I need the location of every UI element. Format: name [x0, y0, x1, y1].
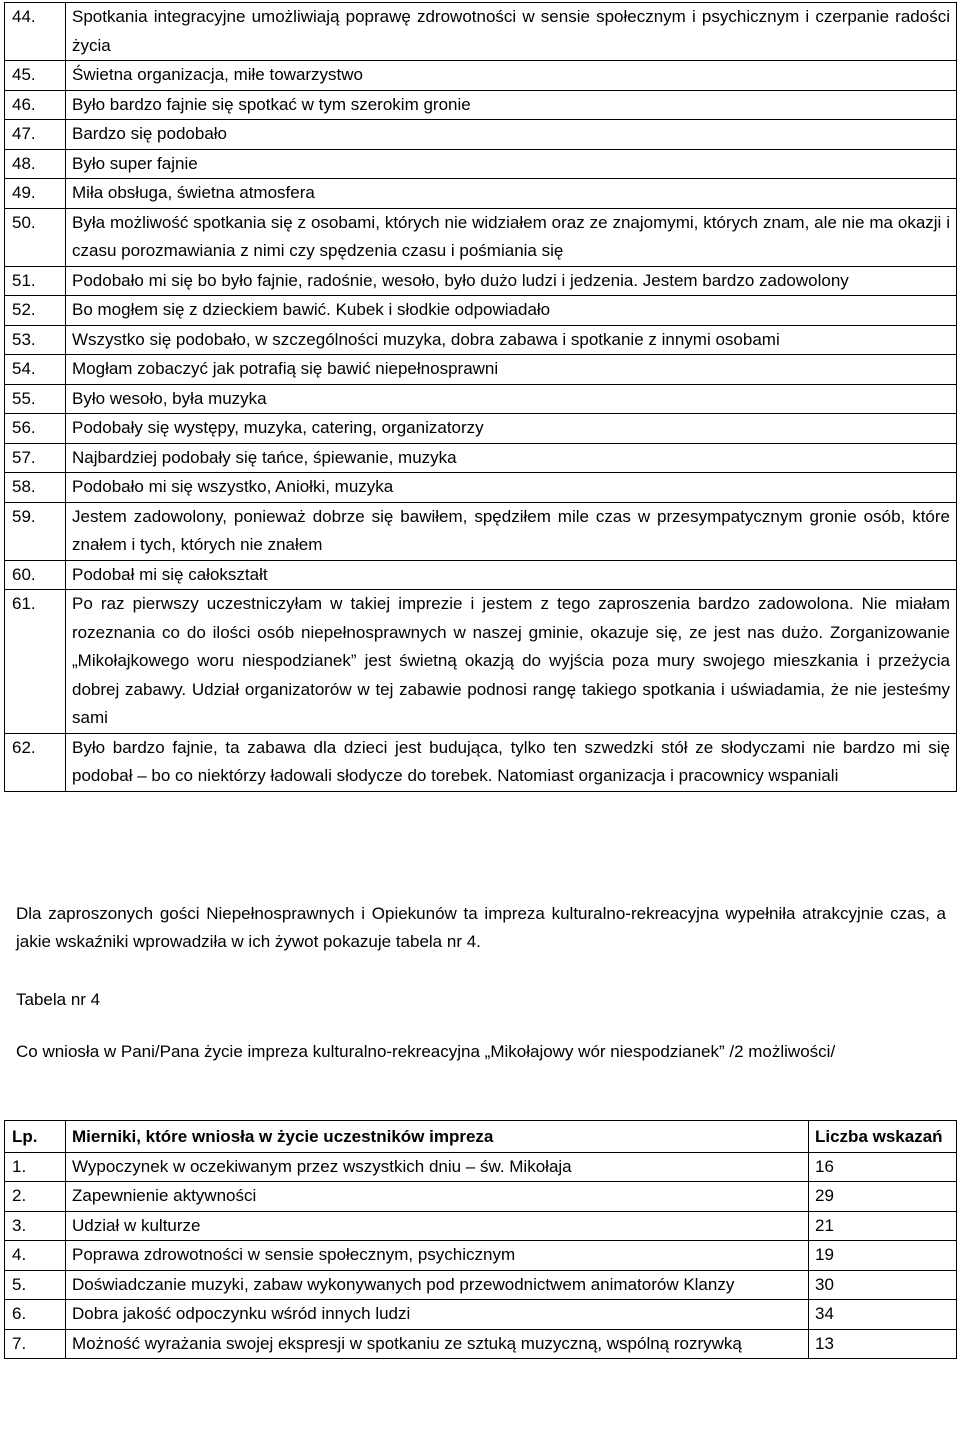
- row-measure: Doświadczanie muzyki, zabaw wykonywanych pod przewodnictwem animatorów Klanzy: [66, 1270, 809, 1300]
- results-header-row: [5, 1121, 957, 1153]
- row-measure: Udział w kulturze: [66, 1211, 809, 1241]
- comment-row: [5, 61, 957, 91]
- comment-text: Była możliwość spotkania się z osobami, których nie widziałem oraz ze znajomymi, których znam, ale nie ma okazji i czasu porozmawiania z nimi czy spędzenia czasu i pośmiania się: [66, 208, 957, 266]
- comment-row: [5, 325, 957, 355]
- results-row: [5, 1182, 957, 1212]
- results-table-body: [5, 1152, 957, 1359]
- row-count: 19: [809, 1241, 957, 1271]
- comment-text: Mogłam zobaczyć jak potrafią się bawić niepełnosprawni: [66, 355, 957, 385]
- comment-number: 52.: [5, 296, 66, 326]
- comment-number: 57.: [5, 443, 66, 473]
- comment-number: 54.: [5, 355, 66, 385]
- comment-row: [5, 3, 957, 61]
- comment-text: Było bardzo fajnie, ta zabawa dla dzieci jest budująca, tylko ten szwedzki stół ze słodyczami nie bardzo mi się podobał – bo co niektórzy ładowali słodycze do torebek. Natomiast organizacja i pracownicy wspaniali: [66, 733, 957, 791]
- comment-number: 60.: [5, 560, 66, 590]
- results-row: [5, 1329, 957, 1359]
- comment-text: Było wesoło, była muzyka: [66, 384, 957, 414]
- comment-number: 62.: [5, 733, 66, 791]
- intro-paragraph: Dla zaproszonych gości Niepełnosprawnych i Opiekunów ta impreza kulturalno-rekreacyjna wypełniła atrakcyjnie czas, a jakie wskaźniki wprowadziła w ich żywot pokazuje tabela nr 4.: [16, 904, 946, 951]
- row-count: 29: [809, 1182, 957, 1212]
- comments-table-body: [5, 3, 957, 792]
- comment-number: 53.: [5, 325, 66, 355]
- comment-number: 51.: [5, 266, 66, 296]
- comment-text: Świetna organizacja, miłe towarzystwo: [66, 61, 957, 91]
- comment-number: 55.: [5, 384, 66, 414]
- header-count: Liczba wskazań: [809, 1121, 957, 1153]
- comment-row: [5, 473, 957, 503]
- header-lp: Lp.: [5, 1121, 66, 1153]
- row-measure: Wypoczynek w oczekiwanym przez wszystkich dniu – św. Mikołaja: [66, 1152, 809, 1182]
- row-count: 16: [809, 1152, 957, 1182]
- comment-row: [5, 733, 957, 791]
- results-row: [5, 1241, 957, 1271]
- comment-row: [5, 296, 957, 326]
- results-row: [5, 1270, 957, 1300]
- row-count: 21: [809, 1211, 957, 1241]
- row-measure: Możność wyrażania swojej ekspresji w spotkaniu ze sztuką muzyczną, wspólną rozrywką: [66, 1329, 809, 1359]
- results-row: [5, 1152, 957, 1182]
- comment-number: 56.: [5, 414, 66, 444]
- comment-number: 44.: [5, 3, 66, 61]
- row-lp: 3.: [5, 1211, 66, 1241]
- comment-text: Wszystko się podobało, w szczególności muzyka, dobra zabawa i spotkanie z innymi osobami: [66, 325, 957, 355]
- comment-number: 45.: [5, 61, 66, 91]
- results-table: [4, 1120, 957, 1359]
- comment-row: [5, 208, 957, 266]
- comment-number: 61.: [5, 590, 66, 734]
- comment-number: 48.: [5, 149, 66, 179]
- row-lp: 5.: [5, 1270, 66, 1300]
- comments-table: [4, 2, 957, 792]
- comment-text: Najbardziej podobały się tańce, śpiewanie, muzyka: [66, 443, 957, 473]
- comment-text: Bardzo się podobało: [66, 120, 957, 150]
- comment-text: Podobały się występy, muzyka, catering, organizatorzy: [66, 414, 957, 444]
- comment-row: [5, 502, 957, 560]
- row-measure: Zapewnienie aktywności: [66, 1182, 809, 1212]
- row-lp: 7.: [5, 1329, 66, 1359]
- comment-text: Jestem zadowolony, ponieważ dobrze się bawiłem, spędziłem mile czas w przesympatycznym gronie osób, które znałem i tych, których nie znałem: [66, 502, 957, 560]
- comment-number: 50.: [5, 208, 66, 266]
- comment-row: [5, 560, 957, 590]
- comment-row: [5, 384, 957, 414]
- row-measure: Dobra jakość odpoczynku wśród innych ludzi: [66, 1300, 809, 1330]
- results-row: [5, 1211, 957, 1241]
- comment-row: [5, 590, 957, 734]
- row-lp: 6.: [5, 1300, 66, 1330]
- table-question: Co wniosła w Pani/Pana życie impreza kulturalno-rekreacyjna „Mikołajowy wór niespodzianek” /2 możliwości/: [16, 1042, 836, 1061]
- row-lp: 2.: [5, 1182, 66, 1212]
- comment-number: 49.: [5, 179, 66, 209]
- comment-number: 58.: [5, 473, 66, 503]
- results-row: [5, 1300, 957, 1330]
- comment-row: [5, 120, 957, 150]
- comment-text: Podobało mi się bo było fajnie, radośnie, wesoło, było dużo ludzi i jedzenia. Jestem bardzo zadowolony: [66, 266, 957, 296]
- comment-row: [5, 443, 957, 473]
- comment-text: Miła obsługa, świetna atmosfera: [66, 179, 957, 209]
- comment-text: Podobało mi się wszystko, Aniołki, muzyka: [66, 473, 957, 503]
- comment-text: Spotkania integracyjne umożliwiają poprawę zdrowotności w sensie społecznym i psychicznym i czerpanie radości życia: [66, 3, 957, 61]
- comment-text: Podobał mi się całokształt: [66, 560, 957, 590]
- row-count: 30: [809, 1270, 957, 1300]
- comment-row: [5, 266, 957, 296]
- comment-row: [5, 90, 957, 120]
- row-count: 13: [809, 1329, 957, 1359]
- comment-row: [5, 355, 957, 385]
- comment-row: [5, 414, 957, 444]
- comment-text: Było bardzo fajnie się spotkać w tym szerokim gronie: [66, 90, 957, 120]
- comment-row: [5, 179, 957, 209]
- comment-text: Było super fajnie: [66, 149, 957, 179]
- comment-text: Po raz pierwszy uczestniczyłam w takiej imprezie i jestem z tego zaproszenia bardzo zadowolona. Nie miałam rozeznania co do ilości osób niepełnosprawnych w naszej gminie, okazuje się, ze jest nas dużo. Zorganizowanie „Mikołajkowego woru niespodzianek” jest świetną okazją do wyjścia poza mury swojego mieszkania i przeżycia dobrej zabawy. Udział organizatorów w tej zabawie podnosi rangę takiego spotkania i uświadamia, że nie jesteśmy sami: [66, 590, 957, 734]
- row-measure: Poprawa zdrowotności w sensie społecznym, psychicznym: [66, 1241, 809, 1271]
- comment-text: Bo mogłem się z dzieckiem bawić. Kubek i słodkie odpowiadało: [66, 296, 957, 326]
- comment-number: 59.: [5, 502, 66, 560]
- header-measure: Mierniki, które wniosła w życie uczestników impreza: [66, 1121, 809, 1153]
- comment-number: 46.: [5, 90, 66, 120]
- comment-row: [5, 149, 957, 179]
- comment-number: 47.: [5, 120, 66, 150]
- row-lp: 1.: [5, 1152, 66, 1182]
- row-lp: 4.: [5, 1241, 66, 1271]
- table-caption: Tabela nr 4: [16, 990, 101, 1009]
- row-count: 34: [809, 1300, 957, 1330]
